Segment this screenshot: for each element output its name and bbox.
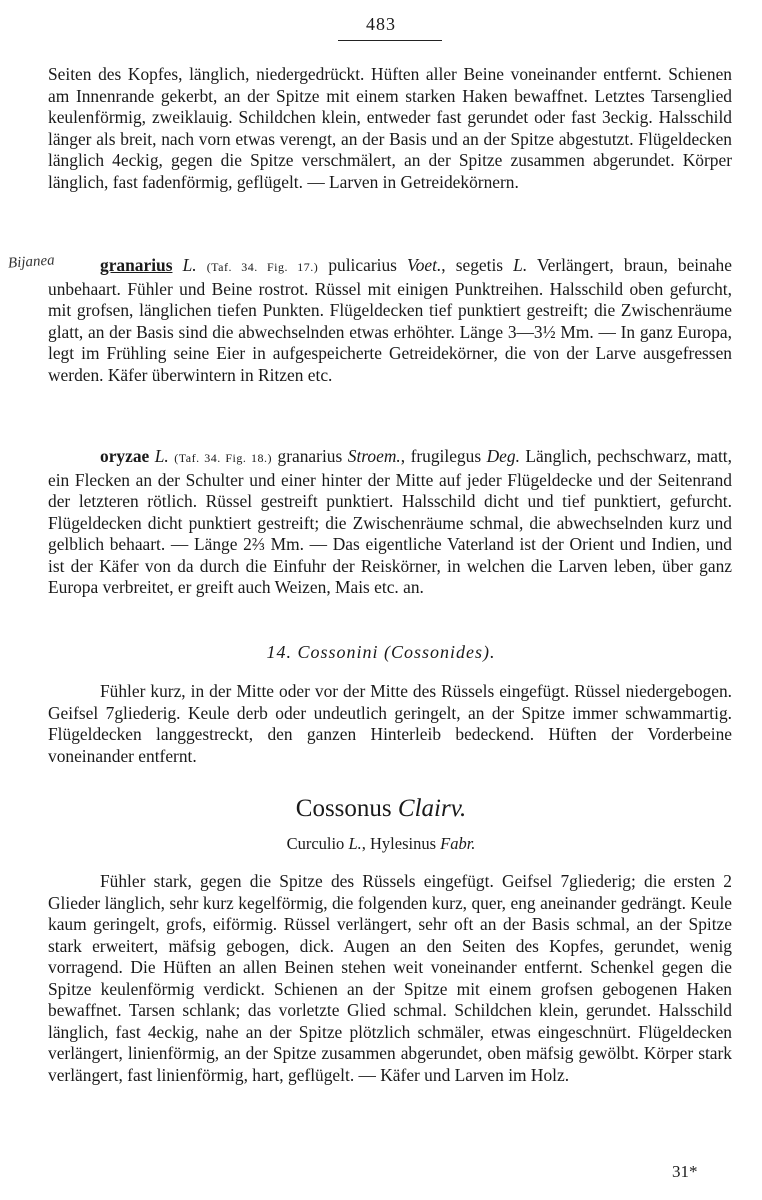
- header-rule: [338, 40, 442, 41]
- species-name-oryzae: oryzae: [100, 446, 150, 466]
- species-description: Länglich, pechschwarz, matt, ein Flecken an der Schulter und einer hinter der Mitte auf jeder Flügeldecke und der Seitenrand der letzteren rötlich. Rüssel gestreift punktiert. Halsschild dicht und tief punktiert, gefurcht. Flügeldecken dicht punktiert gestreift; die Zwischenräume schmal, die abwechselnden kurz und gelblich behaart. — Länge 2⅔ Mm. — Das eigentliche Vaterland ist der Orient und Indien, und ist der Käfer von da durch die Einfuhr der Reiskörner, in welchen die Larven leben, über ganz Europa verbreitet, er greift auch Weizen, Mais etc. an.: [48, 446, 732, 597]
- section-heading: 14. Cossonini (Cossonides).: [266, 642, 496, 662]
- synonym: , frugilegus: [400, 446, 482, 466]
- species-granarius-entry: [48, 255, 732, 386]
- paragraph-cossonini: Fühler kurz, in der Mitte oder vor der Mitte des Rüssels eingefügt. Rüssel niedergebogen. Geifsel 7gliederig. Keule derb oder undeutlich geringelt, an der Spitze immer schwammartig. Flügeldecken langgestreckt, den ganzen Hinterleib bedeckend. Hüften der Vorderbeine voneinander entfernt.: [48, 681, 732, 766]
- genus-synonyms: [0, 834, 762, 854]
- synonym-author: L.: [513, 255, 528, 275]
- synonym-author: Deg.: [486, 446, 520, 466]
- synonym: Curculio: [286, 834, 345, 853]
- synonym-author: Stroem.: [347, 446, 401, 466]
- species-author: L.: [182, 255, 197, 275]
- genus-heading: [0, 795, 762, 823]
- species-name-granarius: granarius: [100, 255, 173, 275]
- species-oryzae-entry: [48, 446, 732, 599]
- signature-mark: 31*: [672, 1162, 698, 1181]
- synonym: granarius: [277, 446, 343, 466]
- plate-reference: (Taf. 34. Fig. 18.): [174, 451, 273, 465]
- synonym-author: Voet.: [407, 255, 442, 275]
- paragraph-genus-description: Seiten des Kopfes, länglich, niedergedrückt. Hüften aller Beine voneinander entfernt. Schienen am Innenrande gekerbt, an der Spitze mit einem starken Haken bewaffnet. Letztes Tarsenglied keulenförmig, zweiklauig. Schildchen klein, entweder fast gerundet oder fast 3eckig. Halsschild länger als breit, nach vorn etwas verengt, an der Basis und an der Spitze abgestutzt. Flügeldecken länglich 4eckig, gegen die Spitze verschmälert, an der Spitze zusammen abgerundet. Körper länglich, fast fadenförmig, geflügelt. — Larven in Getreidekörnern.: [48, 64, 732, 192]
- plate-reference: (Taf. 34. Fig. 17.): [206, 260, 319, 274]
- page-number: 483: [366, 14, 396, 34]
- genus-author: Clairv.: [397, 795, 467, 822]
- synonym-author: L.: [348, 834, 362, 853]
- species-author: L.: [154, 446, 169, 466]
- handwritten-annotation: Bijanea: [7, 252, 56, 272]
- synonym: , Hylesinus: [361, 834, 436, 853]
- paragraph-cossonus: Fühler stark, gegen die Spitze des Rüssels eingefügt. Geifsel 7gliederig; die ersten 2 Glieder länglich, sehr kurz kegelförmig, die folgenden kurz, quer, eng aneinander gedrängt. Keule kaum geringelt, grofs, eiförmig. Rüssel verlängert, sehr oft an der Basis schmal, an der Spitze stark erweitert, mäfsig gebogen, dick. Augen an den Seiten des Kopfes, gerundet, wenig vorragend. Die Hüften an allen Beinen stehen weit voneinander entfernt. Schenkel gegen die Spitze keulenförmig verdickt. Schienen an der Spitze mit einem grofsen gebogenen Haken bewaffnet. Tarsen schlank; das vorletzte Glied schmal. Schildchen klein, gerundet. Halsschild länglich, fast 4eckig, nahe an der Spitze plötzlich schmäler, etwas eingeschnürt. Flügeldecken verlängert, linienförmig, an der Spitze zusammen abgerundet, oben mäfsig gewölbt. Körper stark verlängert, fast linienförmig, hart, geflügelt. — Käfer und Larven im Holz.: [48, 871, 732, 1085]
- synonym: , segetis: [441, 255, 504, 275]
- species-description: Verlängert, braun, beinahe unbehaart. Fühler und Beine rostrot. Rüssel mit einigen Punktreihen. Halsschild oben gefurcht, mit grofsen, länglichen tiefen Punkten. Flügeldecken tief punktiert gestreift; die Zwischenräume glatt, an der Basis sind die abwechselnden etwas erhöhter. Länge 3—3½ Mm. — In ganz Europa, legt im Frühling seine Eier in aufgespeicherte Getreidekörner, die von der Larve ausgefressen werden. Käfer überwintern in Ritzen etc.: [48, 255, 732, 385]
- synonym: pulicarius: [328, 255, 397, 275]
- genus-name: Cossonus: [295, 795, 392, 822]
- synonym-author: Fabr.: [440, 834, 476, 853]
